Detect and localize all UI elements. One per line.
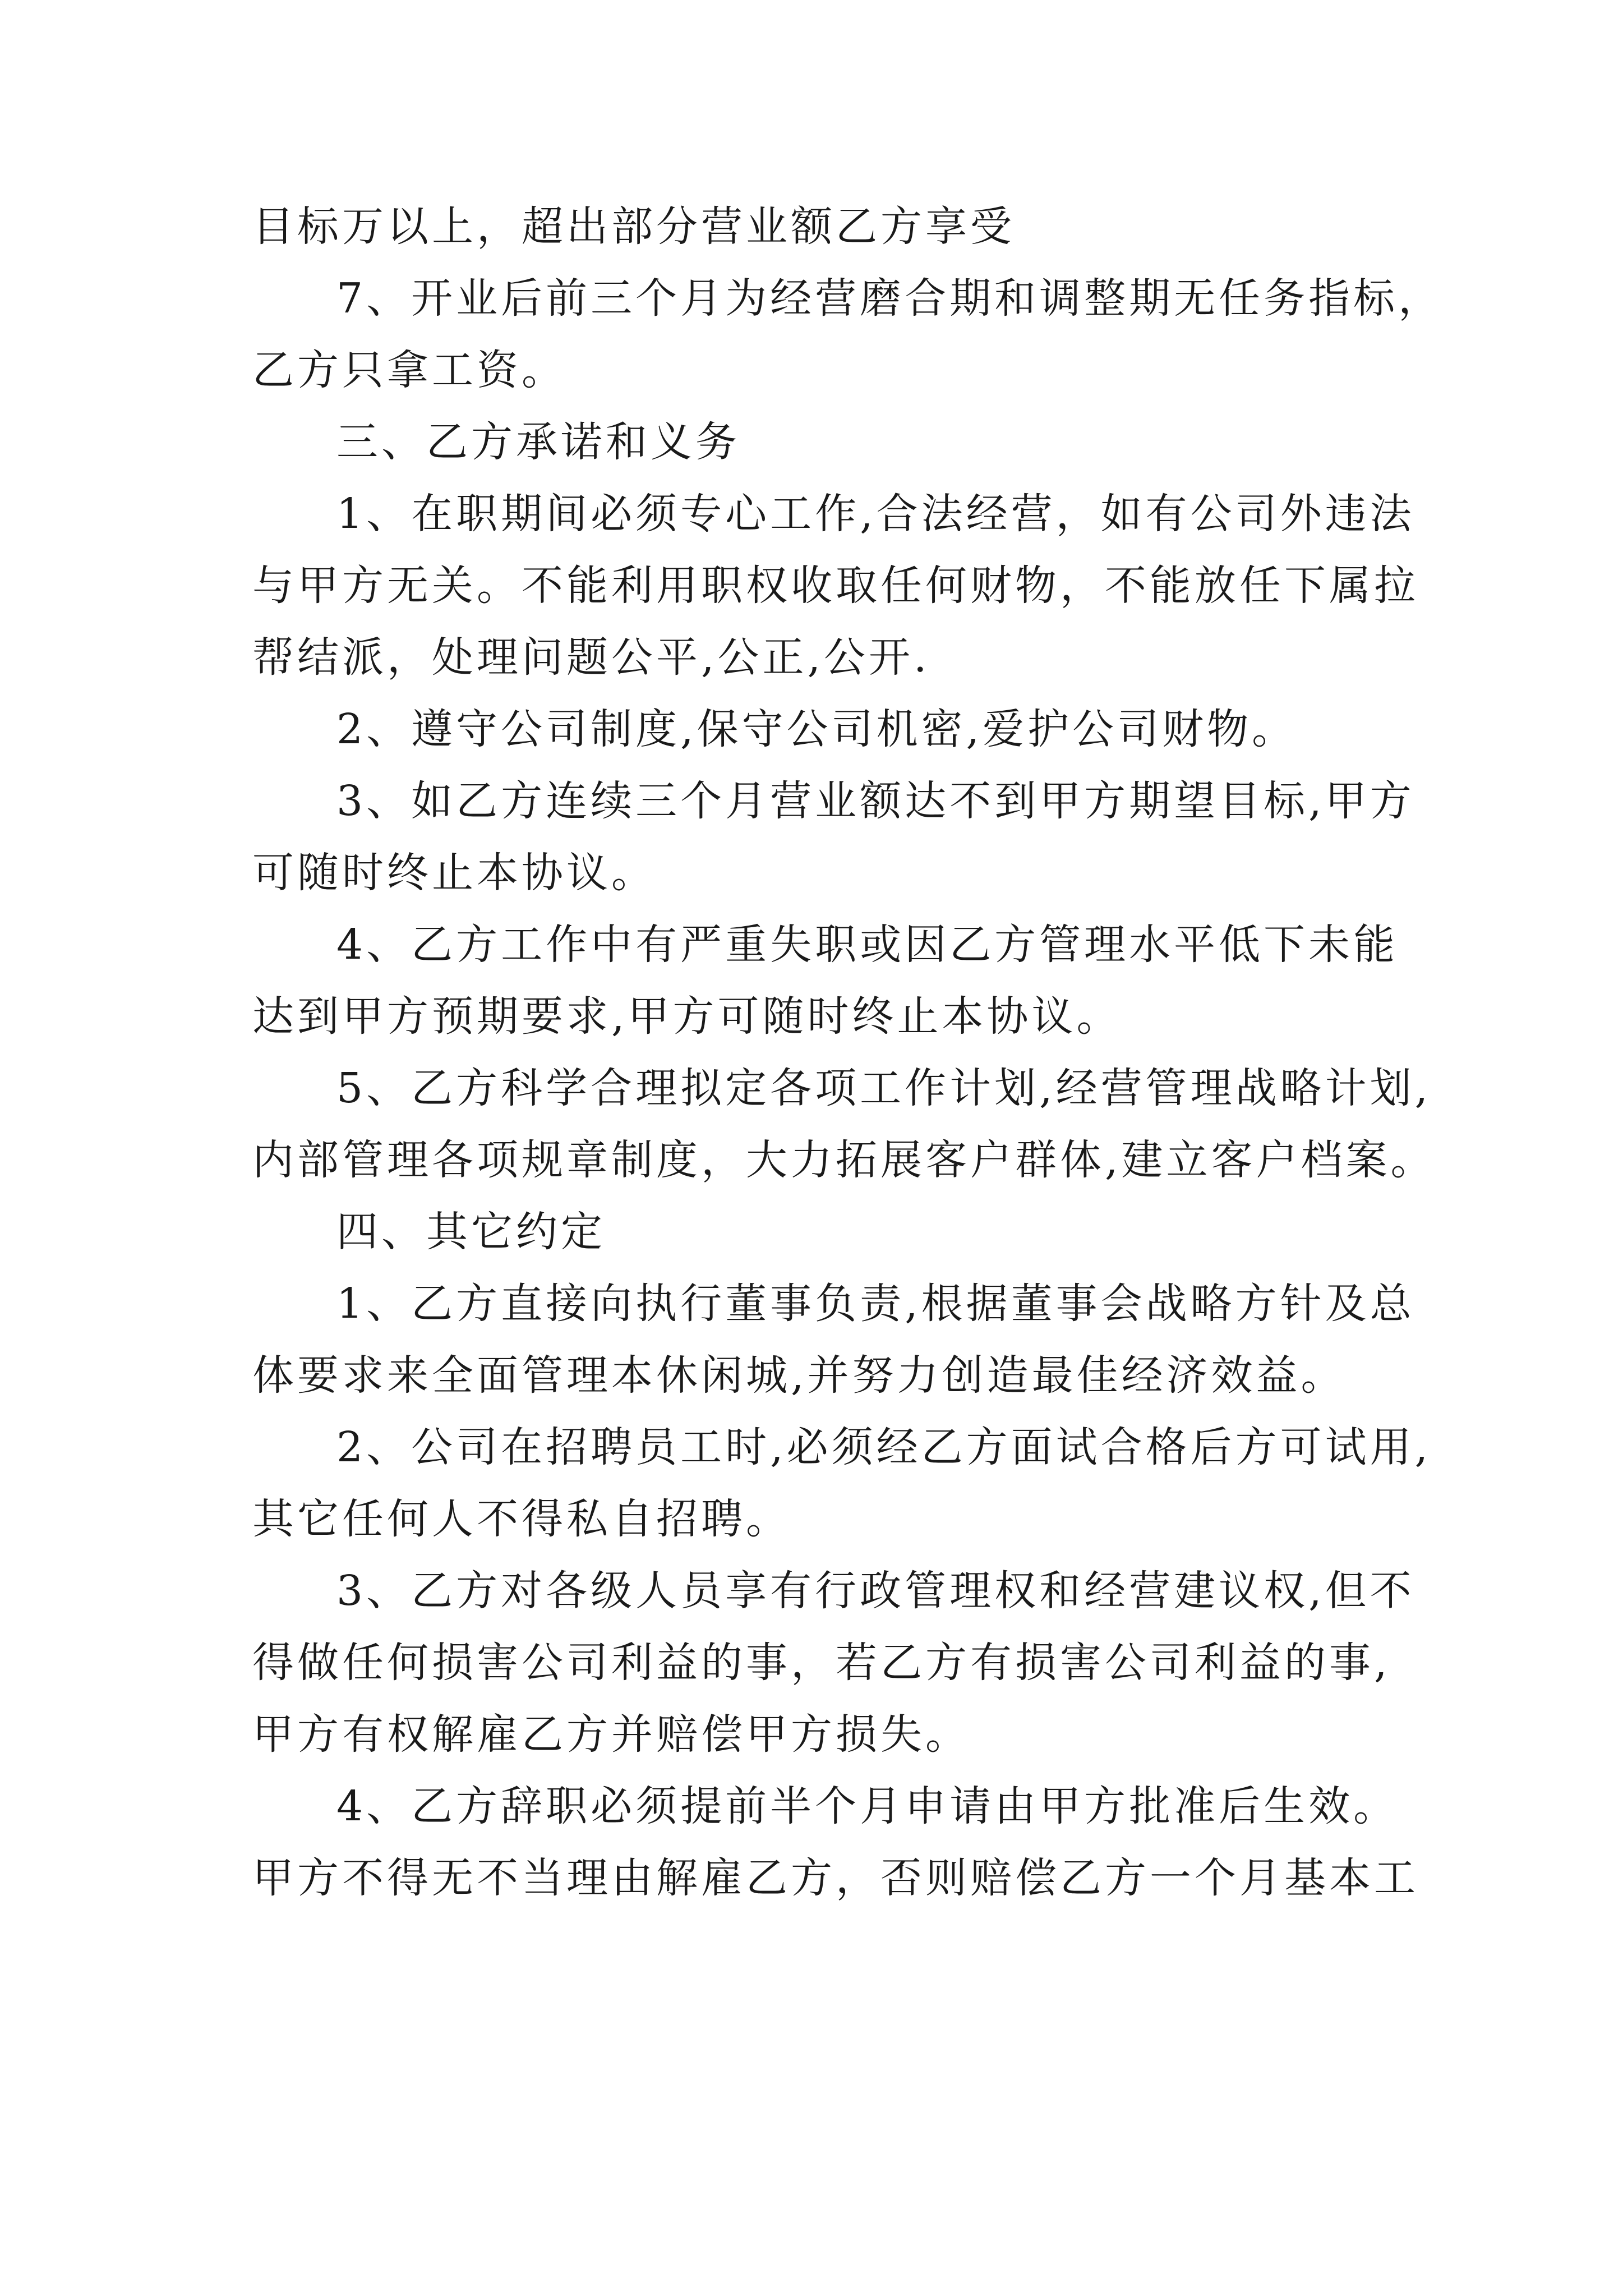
section-heading: 四、其它约定: [336, 1208, 606, 1256]
text-line: 5、乙方科学合理拟定各项工作计划,经营管理战略计划,: [336, 1064, 1432, 1112]
text-line: 4、乙方工作中有严重失职或因乙方管理水平低下未能: [336, 921, 1399, 969]
text-line: 可随时终止本协议。: [252, 849, 656, 897]
text-line: 内部管理各项规章制度，大力拓展客户群体,建立客户档案。: [252, 1136, 1436, 1184]
text-line: 3、如乙方连续三个月营业额达不到甲方期望目标,甲方: [336, 777, 1415, 825]
text-line: 2、遵守公司制度,保守公司机密,爱护公司财物。: [336, 705, 1297, 753]
document-body: [252, 191, 1444, 1914]
text-line: 1、在职期间必须专心工作,合法经营，如有公司外违法: [336, 490, 1415, 538]
text-line: 3、乙方对各级人员享有行政管理权和经营建议权,但不: [336, 1567, 1415, 1615]
text-line: 甲方不得无不当理由解雇乙方，否则赔偿乙方一个月基本工: [252, 1854, 1419, 1902]
text-line: 达到甲方预期要求,甲方可随时终止本协议。: [252, 992, 1122, 1041]
text-line: 乙方只拿工资。: [252, 346, 566, 394]
text-line: 得做任何损害公司利益的事，若乙方有损害公司利益的事,: [252, 1639, 1391, 1687]
text-line: 7、开业后前三个月为经营磨合期和调整期无任务指标，: [336, 274, 1444, 323]
text-line: 4、乙方辞职必须提前半个月申请由甲方批准后生效。: [336, 1782, 1399, 1830]
text-line: 2、公司在招聘员工时,必须经乙方面试合格后方可试用,: [336, 1423, 1432, 1471]
section-heading: 三、乙方承诺和义务: [336, 418, 740, 466]
text-line: 与甲方无关。不能利用职权收取任何财物，不能放任下属拉: [252, 562, 1419, 610]
text-line: 甲方有权解雇乙方并赔偿甲方损失。: [252, 1710, 970, 1759]
text-line: 1、乙方直接向执行董事负责,根据董事会战略方针及总: [336, 1280, 1415, 1328]
text-line: 体要求来全面管理本休闲城,并努力创造最佳经济效益。: [252, 1351, 1346, 1400]
text-line: 其它任何人不得私自招聘。: [252, 1495, 791, 1543]
text-line: 帮结派，处理问题公平,公正,公开.: [252, 633, 930, 682]
text-line: 目标万以上，超出部分营业额乙方享受: [252, 203, 1015, 251]
